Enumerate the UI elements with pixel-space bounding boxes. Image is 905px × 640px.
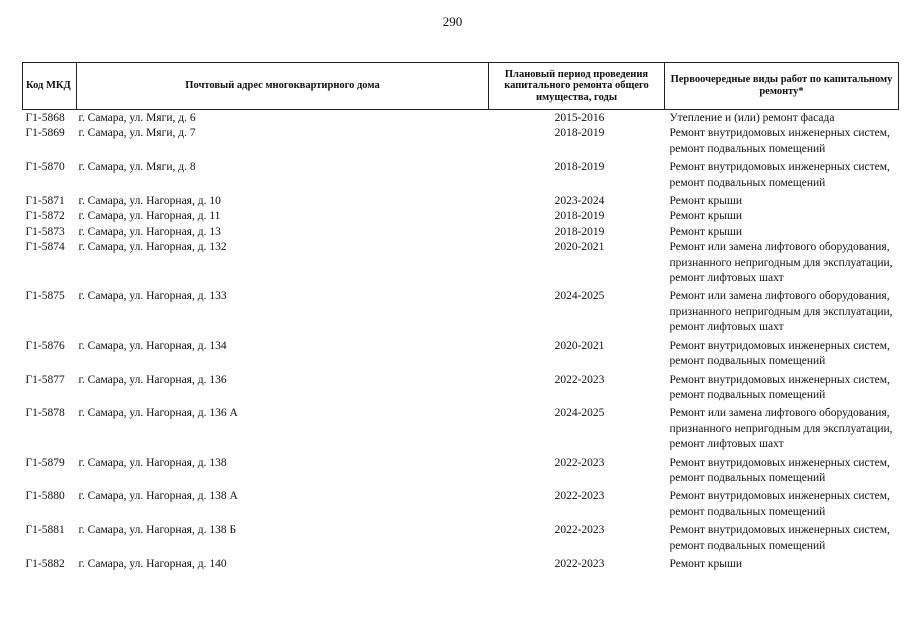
cell-address: г. Самара, ул. Мяги, д. 6 — [78, 112, 196, 124]
cell-period: 2020-2021 — [554, 241, 605, 254]
work-line: Ремонт внутридомовых инженерных систем, — [669, 127, 890, 140]
cell-period: 2022-2023 — [554, 456, 605, 469]
work-line: ремонт подвальных помещений — [669, 505, 826, 518]
work-line: Ремонт крыши — [669, 557, 743, 570]
work-line: ремонт подвальных помещений — [669, 471, 826, 484]
cell-period: 2018-2019 — [554, 127, 605, 140]
work-line: ремонт подвальных помещений — [669, 539, 826, 552]
work-line: Ремонт внутридомовых инженерных систем, — [669, 490, 890, 503]
table-row — [23, 289, 899, 338]
table-row — [23, 194, 899, 209]
cell-period: 2022-2023 — [554, 557, 605, 570]
cell-works — [665, 373, 899, 407]
cell-period: 2022-2023 — [554, 373, 605, 386]
cell-period: 2018-2019 — [554, 161, 605, 174]
work-line: признанного непригодным для эксплуатации, — [669, 305, 893, 318]
cell-period: 2018-2019 — [554, 225, 605, 238]
cell-works — [665, 225, 899, 240]
work-line: Ремонт внутридомовых инженерных систем, — [669, 524, 890, 537]
work-line: признанного непригодным для эксплуатации, — [669, 256, 893, 269]
cell-works — [665, 289, 899, 338]
cell-works — [665, 160, 899, 194]
cell-works — [665, 194, 899, 209]
cell-address: г. Самара, ул. Нагорная, д. 136 А — [78, 407, 238, 420]
cell-code: Г1-5876 — [25, 339, 65, 352]
cell-address: г. Самара, ул. Нагорная, д. 132 — [78, 241, 227, 254]
cell-code: Г1-5877 — [25, 373, 65, 386]
work-line: Ремонт крыши — [669, 210, 743, 223]
cell-works — [665, 209, 899, 224]
table-row — [23, 126, 899, 160]
cell-period: 2024-2025 — [554, 290, 605, 303]
cell-address: г. Самара, ул. Нагорная, д. 133 — [78, 290, 227, 303]
cell-period: 2022-2023 — [554, 524, 605, 537]
cell-code: Г1-5869 — [25, 127, 65, 140]
cell-code: Г1-5880 — [25, 490, 65, 503]
work-line: Ремонт внутридомовых инженерных систем, — [669, 373, 890, 386]
work-line: Ремонт или замена лифтового оборудования, — [669, 407, 890, 420]
cell-code: Г1-5879 — [25, 456, 65, 469]
table-row — [23, 557, 899, 572]
cell-period: 2022-2023 — [554, 490, 605, 503]
cell-works — [665, 489, 899, 523]
cell-address: г. Самара, ул. Нагорная, д. 138 А — [78, 490, 238, 503]
work-line: Ремонт внутридомовых инженерных систем, — [669, 161, 890, 174]
cell-period: 2024-2025 — [554, 407, 605, 420]
table-row — [23, 240, 899, 289]
table-row — [23, 456, 899, 490]
table-row — [23, 523, 899, 557]
capital-repair-table — [22, 62, 899, 572]
work-line: Ремонт крыши — [669, 195, 743, 208]
cell-code: Г1-5868 — [25, 112, 65, 124]
cell-code: Г1-5881 — [25, 524, 65, 537]
work-line: Утепление и (или) ремонт фасада — [669, 112, 835, 124]
table-header — [23, 63, 899, 110]
header-address: Почтовый адрес многоквартирного дома — [77, 63, 489, 110]
work-line: ремонт подвальных помещений — [669, 355, 826, 368]
cell-address: г. Самара, ул. Нагорная, д. 140 — [78, 557, 227, 570]
cell-period: 2023-2024 — [554, 195, 605, 208]
work-line: ремонт подвальных помещений — [669, 388, 826, 401]
work-line: ремонт лифтовых шахт — [669, 272, 784, 285]
cell-works — [665, 523, 899, 557]
cell-code: Г1-5875 — [25, 290, 65, 303]
cell-address: г. Самара, ул. Нагорная, д. 13 — [78, 225, 221, 238]
cell-works — [665, 110, 899, 127]
cell-address: г. Самара, ул. Нагорная, д. 136 — [78, 373, 227, 386]
work-line: Ремонт внутридомовых инженерных систем, — [669, 456, 890, 469]
work-line: признанного непригодным для эксплуатации, — [669, 422, 893, 435]
cell-code: Г1-5872 — [25, 210, 65, 223]
header-code: Код МКД — [23, 63, 77, 110]
table-row — [23, 373, 899, 407]
table-row — [23, 209, 899, 224]
cell-code: Г1-5882 — [25, 557, 65, 570]
table-row — [23, 489, 899, 523]
work-line: ремонт лифтовых шахт — [669, 438, 784, 451]
cell-code: Г1-5870 — [25, 161, 65, 174]
header-period: Плановый период проведения капитального ремонта общего имущества, годы — [489, 63, 665, 110]
work-line: Ремонт или замена лифтового оборудования, — [669, 241, 890, 254]
work-line: ремонт лифтовых шахт — [669, 321, 784, 334]
cell-works — [665, 557, 899, 572]
table-row — [23, 339, 899, 373]
work-line: Ремонт крыши — [669, 225, 743, 238]
table-row — [23, 110, 899, 127]
cell-code: Г1-5873 — [25, 225, 65, 238]
cell-address: г. Самара, ул. Нагорная, д. 10 — [78, 195, 221, 208]
cell-code: Г1-5871 — [25, 195, 65, 208]
cell-address: г. Самара, ул. Нагорная, д. 138 — [78, 456, 227, 469]
work-line: ремонт подвальных помещений — [669, 176, 826, 189]
work-line: Ремонт внутридомовых инженерных систем, — [669, 339, 890, 352]
header-works: Первоочередные виды работ по капитальному ремонту* — [665, 63, 899, 110]
cell-works — [665, 406, 899, 455]
table-body — [23, 110, 899, 573]
cell-works — [665, 126, 899, 160]
cell-address: г. Самара, ул. Нагорная, д. 134 — [78, 339, 227, 352]
cell-address: г. Самара, ул. Нагорная, д. 138 Б — [78, 524, 237, 537]
cell-address: г. Самара, ул. Мяги, д. 8 — [78, 161, 196, 174]
cell-works — [665, 339, 899, 373]
work-line: Ремонт или замена лифтового оборудования, — [669, 290, 890, 303]
table-row — [23, 160, 899, 194]
cell-works — [665, 240, 899, 289]
page-number: 290 — [442, 14, 463, 29]
cell-period: 2015-2016 — [554, 112, 605, 124]
table-row — [23, 406, 899, 455]
cell-works — [665, 456, 899, 490]
table-row — [23, 225, 899, 240]
cell-code: Г1-5874 — [25, 241, 65, 254]
cell-address: г. Самара, ул. Нагорная, д. 11 — [78, 210, 221, 223]
cell-code: Г1-5878 — [25, 407, 65, 420]
cell-period: 2018-2019 — [554, 210, 605, 223]
cell-address: г. Самара, ул. Мяги, д. 7 — [78, 127, 196, 140]
work-line: ремонт подвальных помещений — [669, 142, 826, 155]
cell-period: 2020-2021 — [554, 339, 605, 352]
